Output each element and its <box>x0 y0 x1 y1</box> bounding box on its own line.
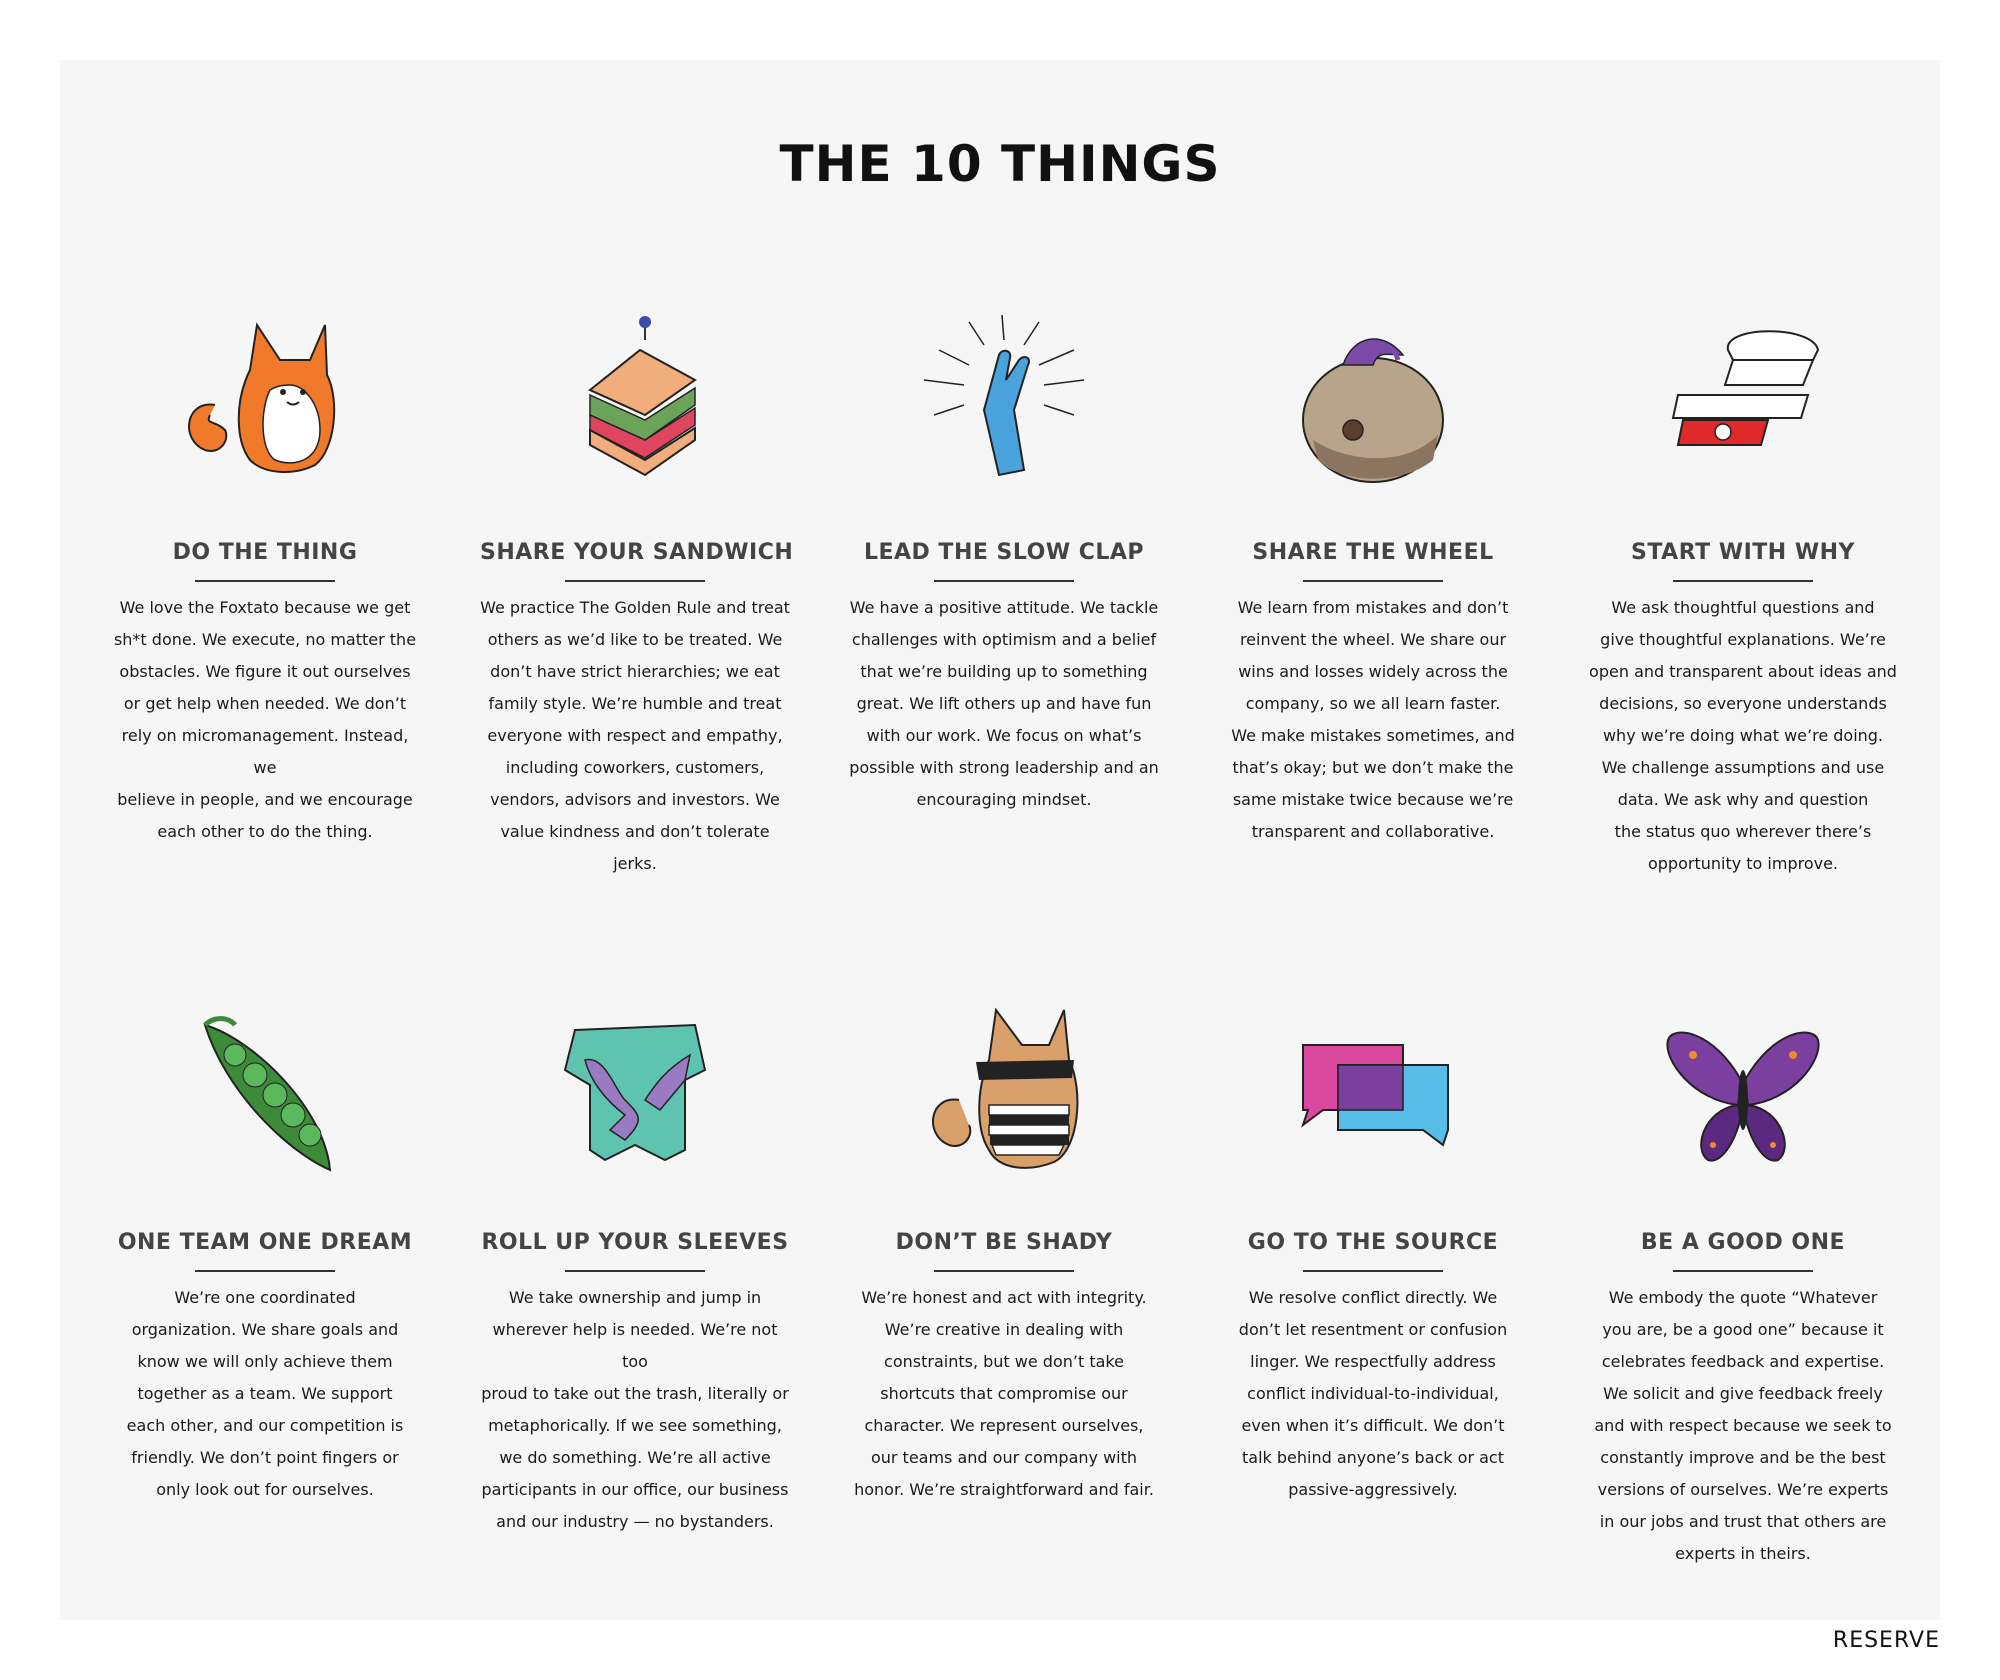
value-title: GO TO THE SOURCE <box>1247 1230 1499 1255</box>
description-line: reinvent the wheel. We share our <box>1239 630 1507 649</box>
description-line: the status quo wherever there’s <box>1614 822 1872 841</box>
description-line: value kindness and don’t tolerate jerks. <box>500 822 770 873</box>
description-line: experts in theirs. <box>1675 1544 1811 1563</box>
title-underline <box>934 1270 1074 1272</box>
description-line: even when it’s difficult. We don’t <box>1241 1416 1505 1435</box>
description-line: We learn from mistakes and don’t <box>1237 598 1509 617</box>
description-line: character. We represent ourselves, <box>864 1416 1144 1435</box>
description-line: in our jobs and trust that others are <box>1599 1512 1887 1531</box>
description-line: with our work. We focus on what’s <box>866 726 1142 745</box>
stone-wheel-icon <box>1283 310 1463 490</box>
description-line: each other to do the thing. <box>157 822 373 841</box>
pea-pod-icon <box>175 1000 355 1180</box>
value-title: ONE TEAM ONE DREAM <box>117 1230 413 1255</box>
value-description <box>480 1282 790 1538</box>
description-line: don’t let resentment or confusion <box>1238 1320 1508 1339</box>
description-line: wherever help is needed. We’re not too <box>492 1320 778 1371</box>
description-line: that’s okay; but we don’t make the <box>1232 758 1514 777</box>
description-line: great. We lift others up and have fun <box>856 694 1152 713</box>
speech-bubbles-icon <box>1283 1000 1463 1180</box>
description-line: friendly. We don’t point fingers or <box>131 1448 399 1467</box>
value-title: START WITH WHY <box>1631 540 1855 565</box>
description-line: or get help when needed. We don’t <box>123 694 407 713</box>
description-line: celebrates feedback and expertise. <box>1601 1352 1885 1371</box>
description-line: conflict individual-to-individual, <box>1247 1384 1499 1403</box>
description-line: metaphorically. If we see something, <box>488 1416 782 1435</box>
description-line: data. We ask why and question <box>1617 790 1869 809</box>
title-underline <box>195 580 335 582</box>
description-line: our teams and our company with <box>870 1448 1138 1467</box>
description-line: linger. We respectfully address <box>1250 1352 1496 1371</box>
value-description <box>1588 1282 1898 1570</box>
sandwich-icon <box>545 310 725 490</box>
description-line: and our industry — no bystanders. <box>496 1512 774 1531</box>
description-line: We’re creative in dealing with <box>884 1320 1124 1339</box>
description-line: We love the Foxtato because we get <box>119 598 411 617</box>
description-line: constantly improve and be the best <box>1600 1448 1886 1467</box>
description-line: challenges with optimism and a belief <box>851 630 1157 649</box>
description-line: opportunity to improve. <box>1647 854 1839 873</box>
value-title: LEAD THE SLOW CLAP <box>863 540 1145 565</box>
title-underline <box>565 1270 705 1272</box>
description-line: sh*t done. We execute, no matter the <box>113 630 417 649</box>
title-underline <box>1303 1270 1443 1272</box>
description-line: only look out for ourselves. <box>156 1480 374 1499</box>
description-line: proud to take out the trash, literally or <box>481 1384 789 1403</box>
brand-logo: RESERVE <box>1832 1628 1940 1653</box>
description-line: everyone with respect and empathy, <box>487 726 783 745</box>
value-description <box>1588 592 1898 880</box>
title-underline <box>1673 1270 1813 1272</box>
description-line: you are, be a good one” because it <box>1602 1320 1884 1339</box>
description-line: decisions, so everyone understands <box>1599 694 1887 713</box>
description-line: same mistake twice because we’re <box>1232 790 1514 809</box>
description-line: including coworkers, customers, <box>505 758 765 777</box>
value-description <box>110 592 420 848</box>
description-line: We take ownership and jump in <box>508 1288 762 1307</box>
clapping-hands-icon <box>914 310 1094 490</box>
description-line: We have a positive attitude. We tackle <box>849 598 1159 617</box>
value-description <box>849 592 1159 816</box>
description-line: We make mistakes sometimes, and <box>1231 726 1515 745</box>
description-line: We embody the quote “Whatever <box>1608 1288 1878 1307</box>
description-line: versions of ourselves. We’re experts <box>1597 1480 1889 1499</box>
description-line: honor. We’re straightforward and fair. <box>854 1480 1154 1499</box>
value-description <box>110 1282 420 1506</box>
description-line: possible with strong leadership and an <box>849 758 1159 777</box>
value-title: SHARE THE WHEEL <box>1252 540 1494 565</box>
description-line: others as we’d like to be treated. We <box>487 630 783 649</box>
description-line: talk behind anyone’s back or act <box>1242 1448 1504 1467</box>
title-underline <box>1303 580 1443 582</box>
description-line: together as a team. We support <box>137 1384 393 1403</box>
value-title: BE A GOOD ONE <box>1640 1230 1846 1255</box>
description-line: shortcuts that compromise our <box>880 1384 1128 1403</box>
description-line: open and transparent about ideas and <box>1589 662 1897 681</box>
masked-fox-icon <box>914 1000 1094 1180</box>
value-description <box>1218 592 1528 848</box>
description-line: We ask thoughtful questions and <box>1611 598 1875 617</box>
description-line: that we’re building up to something <box>860 662 1148 681</box>
description-line: and with respect because we seek to <box>1594 1416 1892 1435</box>
hopscotch-icon <box>1653 310 1833 490</box>
description-line: We solicit and give feedback freely <box>1603 1384 1883 1403</box>
title-underline <box>565 580 705 582</box>
value-description <box>480 592 790 880</box>
description-line: family style. We’re humble and treat <box>488 694 782 713</box>
value-title: DON’T BE SHADY <box>895 1230 1113 1255</box>
value-title: SHARE YOUR SANDWICH <box>480 540 794 565</box>
title-underline <box>934 580 1074 582</box>
description-line: We practice The Golden Rule and treat <box>480 598 790 617</box>
page-title: THE 10 THINGS <box>779 135 1221 193</box>
description-line: passive-aggressively. <box>1288 1480 1458 1499</box>
description-line: know we will only achieve them <box>137 1352 393 1371</box>
description-line: give thoughtful explanations. We’re <box>1600 630 1886 649</box>
description-line: wins and losses widely across the <box>1238 662 1508 681</box>
description-line: we do something. We’re all active <box>499 1448 771 1467</box>
description-line: rely on micromanagement. Instead, we <box>121 726 409 777</box>
description-line: company, so we all learn faster. <box>1245 694 1501 713</box>
description-line: We’re honest and act with integrity. <box>861 1288 1147 1307</box>
description-line: We challenge assumptions and use <box>1601 758 1885 777</box>
description-line: obstacles. We figure it out ourselves <box>119 662 411 681</box>
butterfly-icon <box>1653 1000 1833 1180</box>
value-description <box>1218 1282 1528 1506</box>
description-line: don’t have strict hierarchies; we eat <box>490 662 780 681</box>
description-line: We resolve conflict directly. We <box>1248 1288 1498 1307</box>
description-line: why we’re doing what we’re doing. <box>1602 726 1884 745</box>
description-line: We’re one coordinated <box>174 1288 356 1307</box>
value-description <box>849 1282 1159 1506</box>
description-line: transparent and collaborative. <box>1251 822 1495 841</box>
title-underline <box>1673 580 1813 582</box>
description-line: vendors, advisors and investors. We <box>490 790 780 809</box>
fox-icon <box>175 310 355 490</box>
description-line: organization. We share goals and <box>131 1320 399 1339</box>
value-title: ROLL UP YOUR SLEEVES <box>481 1230 789 1255</box>
title-underline <box>195 1270 335 1272</box>
description-line: constraints, but we don’t take <box>884 1352 1124 1371</box>
description-line: believe in people, and we encourage <box>117 790 413 809</box>
description-line: encouraging mindset. <box>916 790 1092 809</box>
rolled-sleeves-icon <box>545 1000 725 1180</box>
value-title: DO THE THING <box>172 540 358 565</box>
description-line: each other, and our competition is <box>126 1416 404 1435</box>
description-line: participants in our office, our business <box>481 1480 789 1499</box>
